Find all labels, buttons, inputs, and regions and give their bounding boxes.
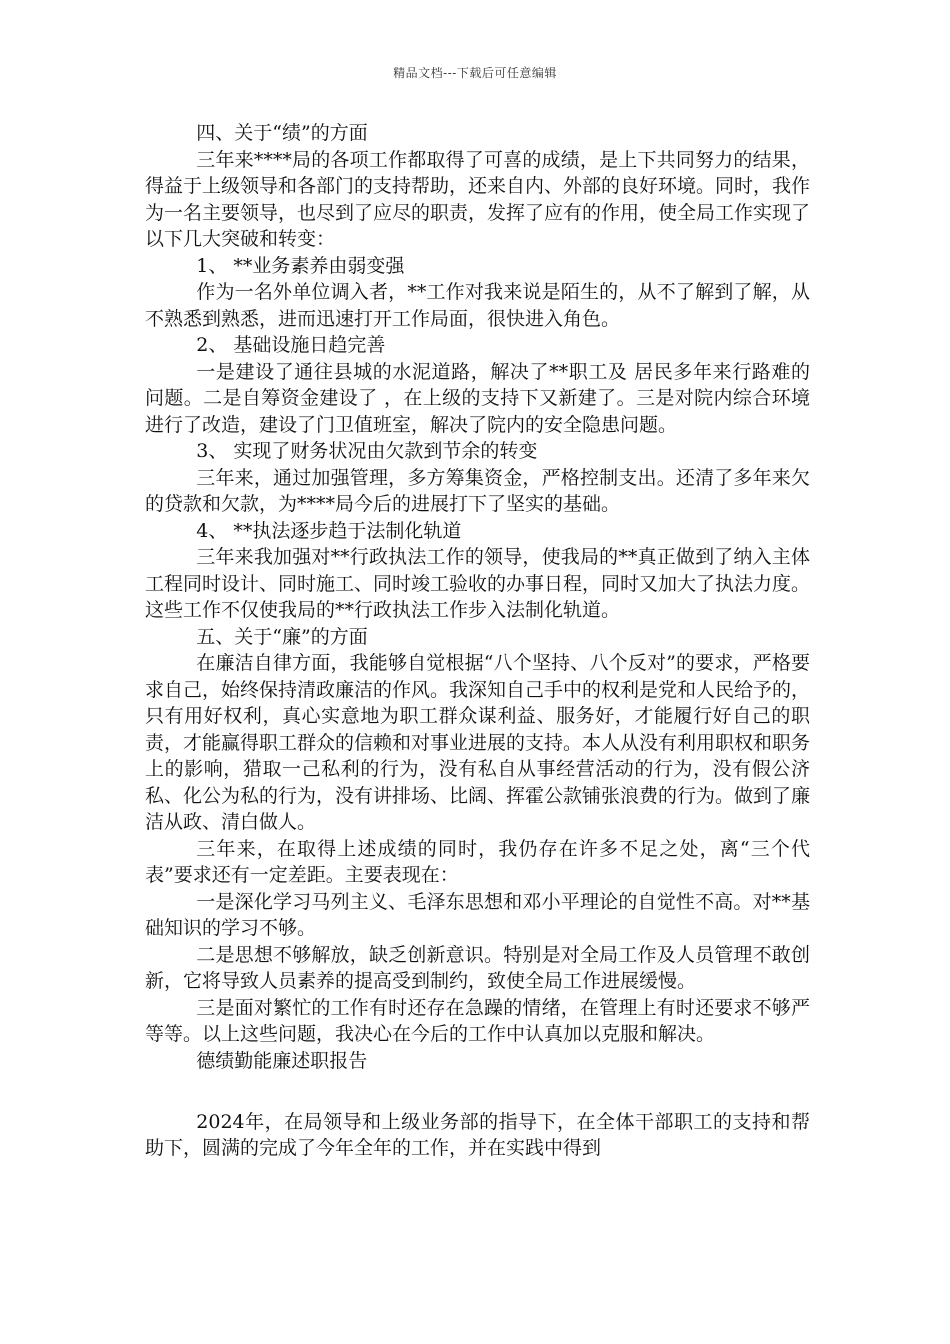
section-heading-merit: 四、关于“绩”的方面 [196,122,368,144]
list-item-heading: 4、 **执法逐步趋于法制化轨道 [196,519,462,542]
paragraph: 一是深化学习马列主义、毛泽东思想和邓小平理论的自觉性不高。对**基础知识的学习不够。 [145,890,810,939]
blank-line [145,1074,810,1101]
paragraph: 三年来，通过加强管理，多方筹集资金，严格控制支出。还清了多年来欠的贷款和欠款，为****局今后的进展打下了坚实的基础。 [145,466,810,515]
paragraph: 三是面对繁忙的工作有时还存在急躁的情绪，在管理上有时还要求不够严等等。以上这些问题，我决心在今后的工作中认真加以克服和解决。 [145,996,810,1045]
paragraph: 作为一名外单位调入者，**工作对我来说是陌生的，从不了解到了解，从不熟悉到熟悉，进而迅速打开工作局面，很快进入角色。 [145,281,810,330]
list-item-heading: 2、 基础设施日趋完善 [196,334,386,356]
list-item-heading: 3、 实现了财务状况由欠款到节余的转变 [196,440,538,462]
report-title: 德绩勤能廉述职报告 [196,1049,368,1072]
blank-line [145,1101,810,1109]
section-heading-integrity: 五、关于“廉”的方面 [196,625,368,648]
document-body [145,120,810,1162]
paragraph: 一是建设了通往县城的水泥道路，解决了**职工及 居民多年来行路难的问题。二是自筹资金建设了 ，在上级的支持下又新建了。三是对院内综合环境进行了改造，建设了门卫值班室，解决了院内的安全隐患问题。 [145,360,810,436]
paragraph: 2024年，在局领导和上级业务部的指导下，在全体干部职工的支持和帮助下，圆满的完成了今年全年的工作，并在实践中得到 [145,1110,810,1159]
paragraph: 三年来****局的各项工作都取得了可喜的成绩，是上下共同努力的结果，得益于上级领导和各部门的支持帮助，还来自内、外部的良好环境。同时，我作为一名主要领导，也尽到了应尽的职责，发挥了应有的作用，使全局工作实现了以下几大突破和转变： [145,148,811,250]
page-header: 精品文档---下载后可任意编辑 [393,66,557,80]
paragraph: 在廉洁自律方面，我能够自觉根据“八个坚持、八个反对”的要求，严格要求自己，始终保持清政廉洁的作风。我深知自己手中的权利是党和人民给予的，只有用好权利，真心实意地为职工群众谋利益、服务好，才能履行好自己的职责，才能赢得职工群众的信赖和对事业进展的支持。本人从没有利用职权和职务上的影响，猎取一己私利的行为，没有私自从事经营活动的行为，没有假公济私、化公为私的行为，没有讲排场、比阔、挥霍公款铺张浪费的行为。做到了廉洁从政、清白做人。 [145,652,811,833]
list-item-heading: 1、 **业务素养由弱变强 [196,254,405,277]
paragraph: 二是思想不够解放，缺乏创新意识。特别是对全局工作及人员管理不敢创新，它将导致人员素养的提高受到制约，致使全局工作进展缓慢。 [145,943,810,992]
paragraph: 三年来我加强对**行政执法工作的领导，使我局的**真正做到了纳入主体工程同时设计、同时施工、同时竣工验收的办事日程，同时又加大了执法力度。这些工作不仅使我局的**行政执法工作步入法制化轨道。 [145,546,811,621]
paragraph: 三年来，在取得上述成绩的同时，我仍存在许多不足之处，离“三个代表”要求还有一定差距。主要表现在： [145,837,810,886]
